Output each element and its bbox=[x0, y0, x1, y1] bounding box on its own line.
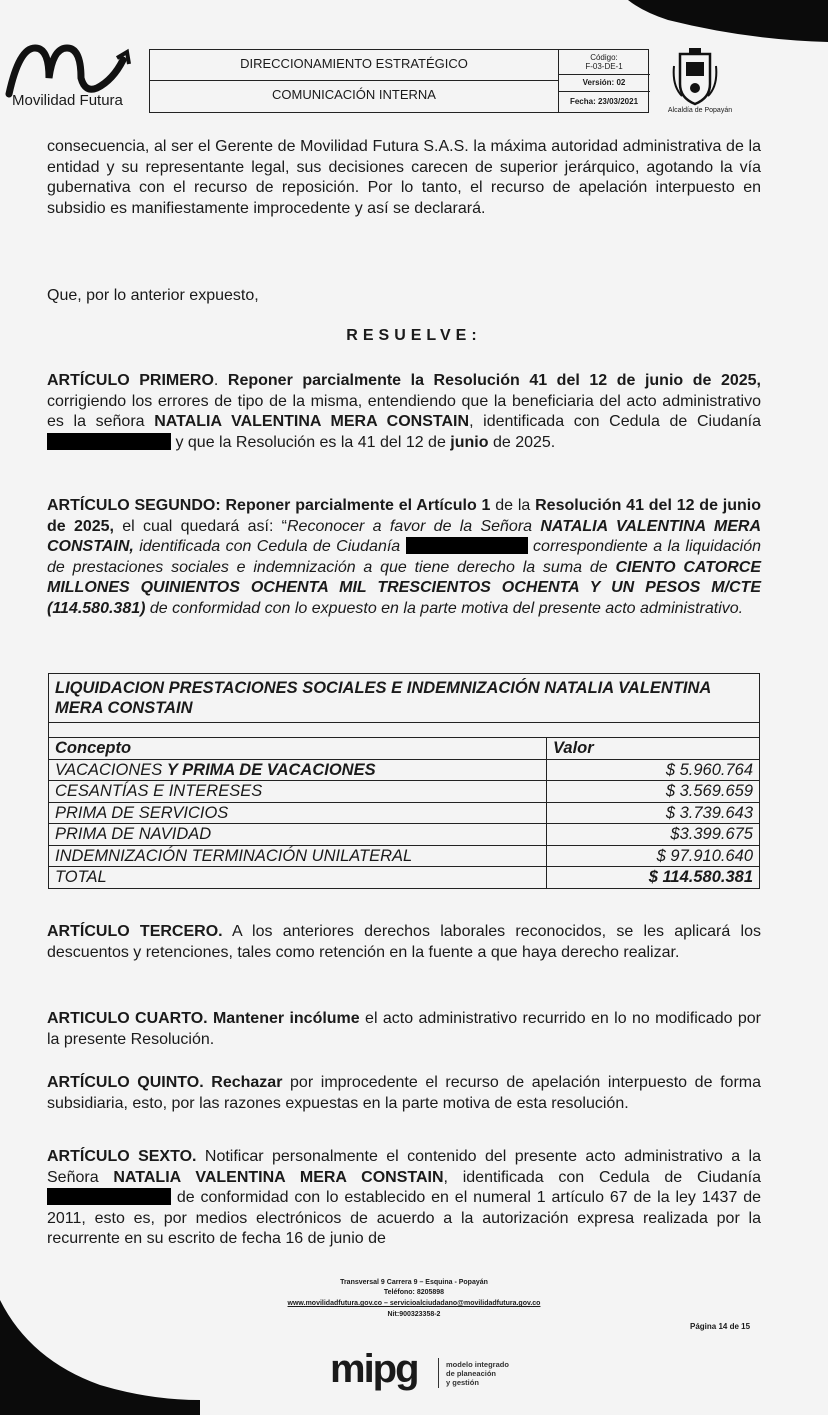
paragraph-consecuencia: consecuencia, al ser el Gerente de Movilidad Futura S.A.S. la máxima autoridad administrativa de la entidad y su representante legal, sus decisiones carecen de superior jerárquico, agotando la vía gubernativa con el recurso de reposición. Por lo tanto, el recurso de apelación interpuesto en subsidio es manifiestamente improcedente y así se declarará. bbox=[47, 138, 761, 217]
redacted-id bbox=[406, 537, 528, 554]
articulo-cuarto-heading: ARTICULO CUARTO. bbox=[47, 1010, 208, 1027]
liquidation-table-title: LIQUIDACION PRESTACIONES SOCIALES E INDEMNIZACIÓN NATALIA VALENTINA MERA CONSTAIN bbox=[49, 674, 760, 723]
redacted-id bbox=[47, 1188, 171, 1205]
articulo-sexto-heading: ARTÍCULO SEXTO. bbox=[47, 1148, 197, 1165]
mipg-caption: modelo integrado de planeación y gestión bbox=[446, 1360, 509, 1387]
footer-web: www.movilidadfutura.gov.co – servicioalciudadano@movilidadfutura.gov.co bbox=[287, 1300, 541, 1307]
corner-decoration-top bbox=[628, 0, 828, 45]
footer-nit: Nit:900323358-2 bbox=[387, 1311, 441, 1318]
footer-phone: Teléfono: 8205898 bbox=[383, 1289, 445, 1296]
articulo-cuarto: ARTICULO CUARTO. Mantener incólume el acto administrativo recurrido en lo no modificado por la presente Resolución. bbox=[47, 1010, 761, 1048]
popayan-crest-icon bbox=[672, 46, 718, 106]
articulo-sexto: ARTÍCULO SEXTO. Notificar personalmente el contenido del presente acto administrativo a la Señora NATALIA VALENTINA MERA CONSTAIN, identificada con Cedula de Ciudanía de conformidad con lo establecido en el numeral 1 artículo 67 de la ley 1437 de 2011, esto es, por medios electrónicos de acuerdo a la autorización expresa realizada por la recurrente en su escrito de fecha 16 de junio de bbox=[47, 1148, 762, 1247]
document-header-table bbox=[149, 49, 649, 113]
articulo-tercero: ARTÍCULO TERCERO. A los anteriores derechos laborales reconocidos, se les aplicará los descuentos y retenciones, tales como retención en la fuente a que haya derecho realizar. bbox=[47, 923, 761, 961]
table-row: PRIMA DE SERVICIOS $ 3.739.643 bbox=[49, 802, 760, 824]
articulo-quinto-heading: ARTÍCULO QUINTO. bbox=[47, 1074, 204, 1091]
articulo-segundo-heading: ARTÍCULO SEGUNDO: Reponer parcialmente el Artículo 1 bbox=[47, 497, 491, 514]
page-number: Página 14 de 15 bbox=[690, 1322, 751, 1331]
articulo-quinto: ARTÍCULO QUINTO. Rechazar por improcedente el recurso de apelación interpuesto de forma subsidiaria, esto, por las razones expuestas en la parte motiva de esta resolución. bbox=[47, 1074, 761, 1112]
resuelve-heading: RESUELVE: bbox=[346, 327, 482, 344]
header-row-1: DIRECCIONAMIENTO ESTRATÉGICO bbox=[240, 56, 468, 71]
footer-address: Transversal 9 Carrera 9 – Esquina - Popayán bbox=[340, 1279, 488, 1286]
articulo-tercero-heading: ARTÍCULO TERCERO. bbox=[47, 923, 223, 940]
articulo-primero-heading: ARTÍCULO PRIMERO bbox=[47, 372, 214, 389]
table-row: CESANTÍAS E INTERESES $ 3.569.659 bbox=[49, 781, 760, 803]
codigo-value: F-03-DE-1 bbox=[585, 62, 623, 71]
articulo-primero: ARTÍCULO PRIMERO. Reponer parcialmente la Resolución 41 del 12 de junio de 2025, corrigiendo los errores de tipo de la misma, entendiendo que la beneficiaria del acto administrativo es la señora NATALIA VALENTINA MERA CONSTAIN, identificada con Cedula de Ciudanía y que la Resolución es la 41 del 12 de junio de 2025. bbox=[47, 372, 762, 451]
table-row: VACACIONES Y PRIMA DE VACACIONES $ 5.960.764 bbox=[49, 759, 760, 781]
movilidad-futura-logo-icon bbox=[5, 38, 135, 98]
logo-text: Movilidad Futura bbox=[12, 92, 123, 109]
version-label: Versión: 02 bbox=[582, 78, 626, 87]
table-row: INDEMNIZACIÓN TERMINACIÓN UNILATERAL $ 97.910.640 bbox=[49, 845, 760, 867]
paragraph-que: Que, por lo anterior expuesto, bbox=[47, 287, 259, 304]
fecha-label: Fecha: 23/03/2021 bbox=[569, 97, 639, 106]
articulo-segundo: ARTÍCULO SEGUNDO: Reponer parcialmente el Artículo 1 de la Resolución 41 del 12 de junio de 2025, el cual quedará así: “Reconocer a favor de la Señora NATALIA VALENTINA MERA CONSTAIN, identificada con Cedula de Ciudanía correspondiente a la liquidación de prestaciones sociales e indemnización a que tiene derecho la suma de CIENTO CATORCE MILLONES QUINIENTOS OCHENTA MIL TRESCIENTOS OCHENTA Y UN PESOS M/CTE (114.580.381) de conformidad con lo expuesto en la parte motiva del presente acto administrativo. bbox=[47, 497, 762, 617]
crest-label: Alcaldía de Popayán bbox=[667, 107, 733, 114]
codigo-label: Código: bbox=[590, 53, 618, 62]
mipg-divider bbox=[438, 1358, 439, 1388]
table-total-row: TOTAL $ 114.580.381 bbox=[49, 867, 760, 889]
header-row-2: COMUNICACIÓN INTERNA bbox=[272, 87, 436, 102]
table-row: PRIMA DE NAVIDAD $3.399.675 bbox=[49, 824, 760, 846]
redacted-id bbox=[47, 433, 171, 450]
column-concepto: Concepto bbox=[49, 738, 547, 760]
column-valor: Valor bbox=[547, 738, 760, 760]
mipg-logo: mipg bbox=[330, 1347, 418, 1391]
liquidation-table bbox=[48, 673, 760, 889]
